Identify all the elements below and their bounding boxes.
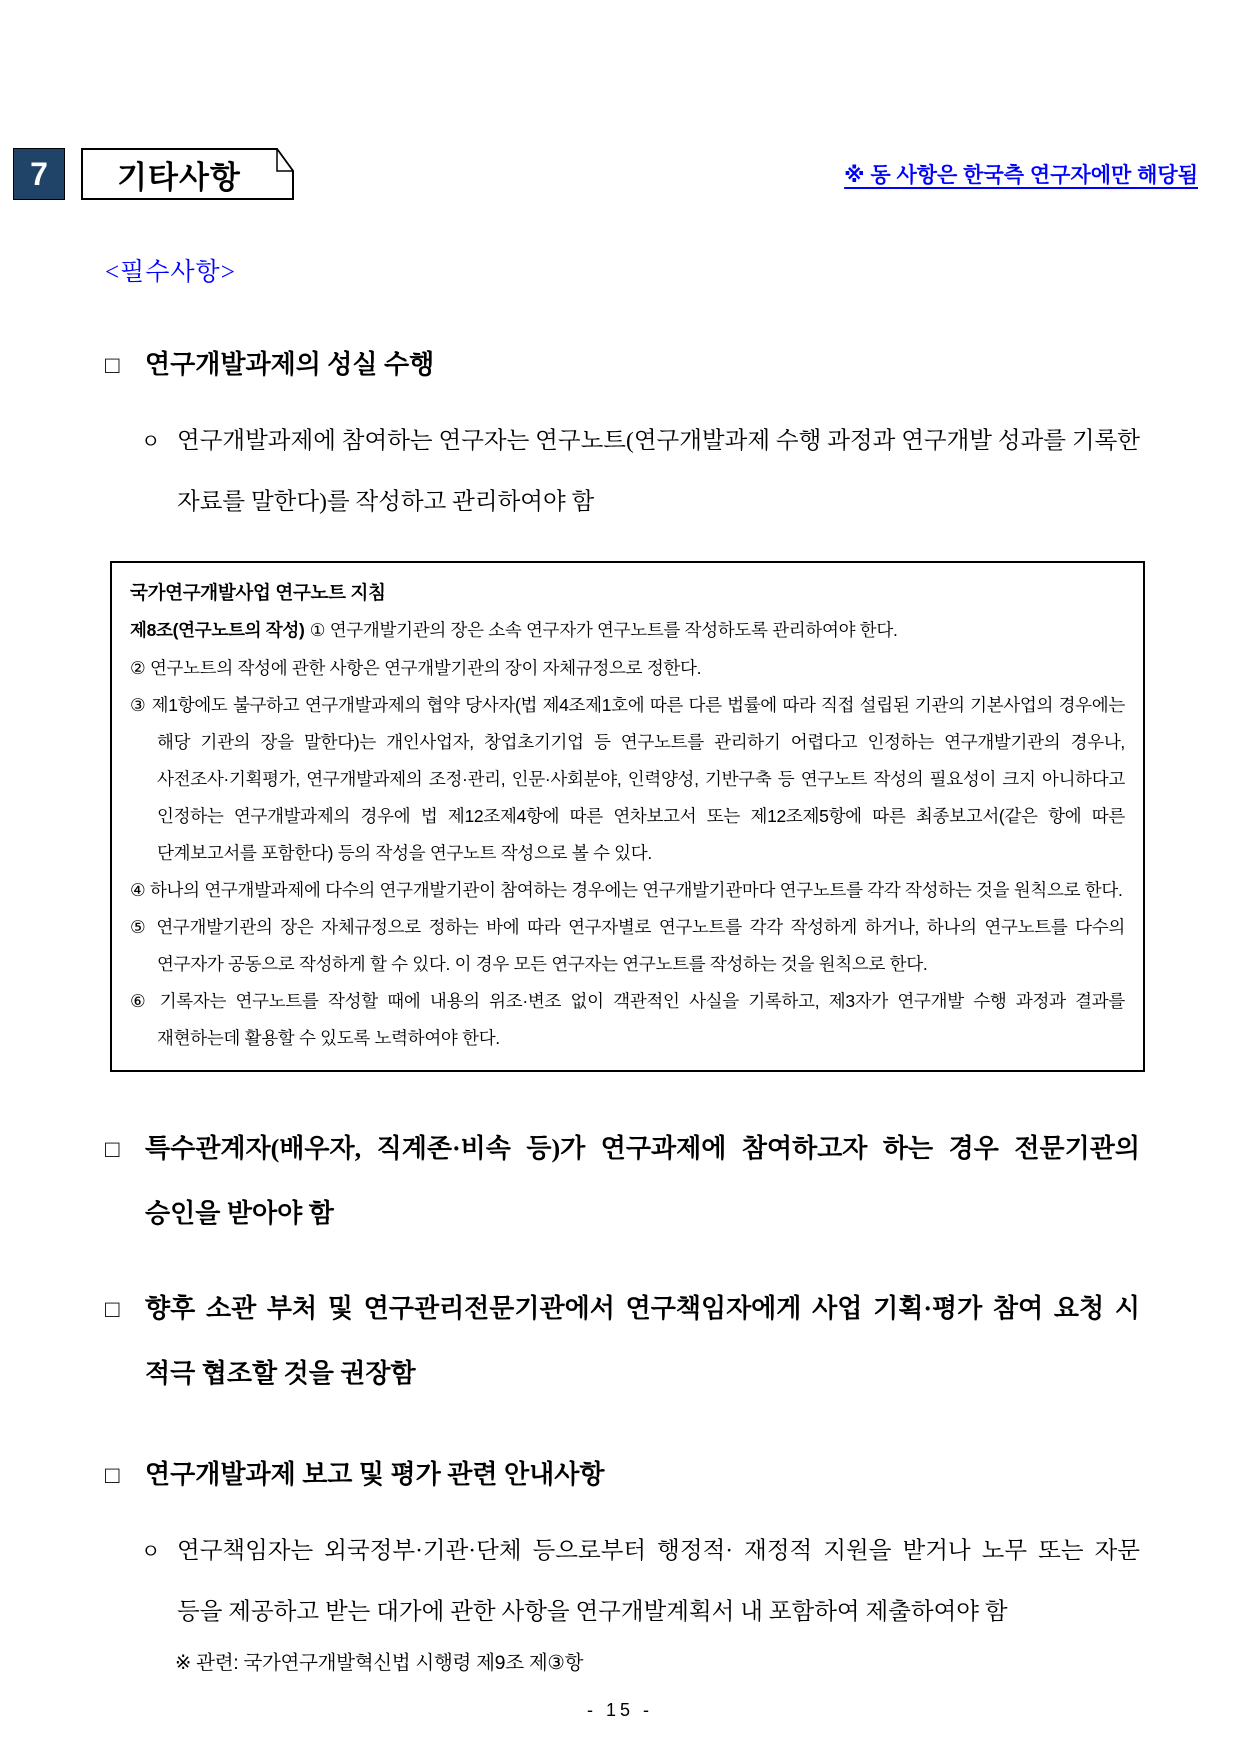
bullet-text: 연구개발과제에 참여하는 연구자는 연구노트(연구개발과제 수행 과정과 연구개발 성과를 기록한 자료를 말한다)를 작성하고 관리하여야 함 [177,428,1140,516]
checkbox-icon: □ [105,353,120,379]
circle-bullet-icon: ㅇ [141,1540,161,1563]
guideline-clause [130,983,1125,1057]
clause-text: ③ 제1항에도 불구하고 연구개발과제의 협약 당사자(법 제4조제1호에 따른 다른 법률에 따라 직접 설립된 기관의 기본사업의 경우에는 해당 기관의 장을 말한다)는 개인사업자, 창업초기기업 등 연구노트를 관리하기 어렵다고 인정하는 연구개발기관의 경우나, 사전조사·기획평가, 연구개발과제의 조정·관리, 인문·사회분야, 인력양성, 기반구축 등 연구노트 작성의 필요성이 크지 아니하다고 인정하는 연구개발과제의 경우에 법 제12조제4항에 따른 연차보고서 또는 제12조제5항에 따른 최종보고서(같은 항에 따른 단계보고서를 포함한다) 등의 작성을 연구노트 작성으로 볼 수 있다. [130,694,1125,863]
checkbox-icon: □ [105,1136,120,1163]
header-note: ※ 동 사항은 한국측 연구자에만 해당됨 [844,164,1198,187]
checkbox-icon: □ [105,1462,120,1489]
section-heading-text: 연구개발과제의 성실 수행 [145,350,435,379]
clause-text: ① 연구개발기관의 장은 소속 연구자가 연구노트를 작성하도록 관리하여야 한다. [309,620,898,641]
required-items-label: <필수사항> [105,259,236,286]
section-number-badge: 7 [13,148,65,200]
section-header [13,0,1240,200]
section-heading-text: 특수관계자(배우자, 직계존·비속 등)가 연구과제에 참여하고자 하는 경우 전문기관의 승인을 받아야 함 [145,1133,1140,1228]
circle-bullet-icon: ㅇ [141,431,161,453]
clause-text: ② 연구노트의 작성에 관한 사항은 연구개발기관의 장이 자체규정으로 정한다. [130,657,702,678]
checkbox-icon: □ [105,1296,120,1323]
clause-text: ⑤ 연구개발기관의 장은 자체규정으로 정하는 바에 따라 연구자별로 연구노트를 각각 작성하게 하거나, 하나의 연구노트를 다수의 연구자가 공동으로 작성하게 할 수 있다. 이 경우 모든 연구자는 연구노트를 작성하는 것을 원칙으로 한다. [130,917,1125,975]
section-heading-text: 향후 소관 부처 및 연구관리전문기관에서 연구책임자에게 사업 기획·평가 참여 요청 시 적극 협조할 것을 권장함 [145,1293,1140,1388]
related-law-note: ※ 관련: 국가연구개발혁신법 시행령 제9조 제③항 [175,1651,584,1674]
page-content [105,252,1140,1675]
guideline-title: 국가연구개발사업 연구노트 지침 [130,582,386,604]
bullet-text: 연구책임자는 외국정부·기관·단체 등으로부터 행정적· 재정적 지원을 받거나 노무 또는 자문 등을 제공하고 받는 대가에 관한 사항을 연구개발계획서 내 포함하여 제출하여야 함 [177,1537,1140,1625]
page-number: - 15 - [586,1700,653,1720]
bullet-item [131,411,1140,533]
guideline-clause [130,687,1125,872]
section-title: 기타사항 [117,159,241,195]
section-report-evaluation [105,1442,1140,1675]
guideline-clause [130,872,1125,909]
guideline-clause [130,909,1125,983]
section-cooperation [105,1276,1140,1406]
guideline-clause [130,650,1125,687]
section-heading [105,1442,1140,1507]
clause-text: ④ 하나의 연구개발과제에 다수의 연구개발기관이 참여하는 경우에는 연구개발기관마다 연구노트를 각각 작성하는 것을 원칙으로 한다. [130,880,1123,901]
section-special-relation [105,1116,1140,1246]
section-heading [105,1116,1140,1246]
section-heading [105,1276,1140,1406]
guideline-clause [130,612,1125,649]
section-heading-text: 연구개발과제 보고 및 평가 관련 안내사항 [145,1459,605,1489]
article-label: 제8조(연구노트의 작성) [130,620,305,641]
clause-text: ⑥ 기록자는 연구노트를 작성할 때에 내용의 위조·변조 없이 객관적인 사실을 기록하고, 제3자가 연구개발 수행 과정과 결과를 재현하는데 활용할 수 있도록 노력하여야 한다. [130,991,1125,1049]
section-title-box [81,148,294,200]
section-diligent-performance [105,332,1140,533]
research-note-guideline-box [110,561,1145,1071]
bullet-item [131,1521,1140,1643]
section-heading [105,332,1140,397]
